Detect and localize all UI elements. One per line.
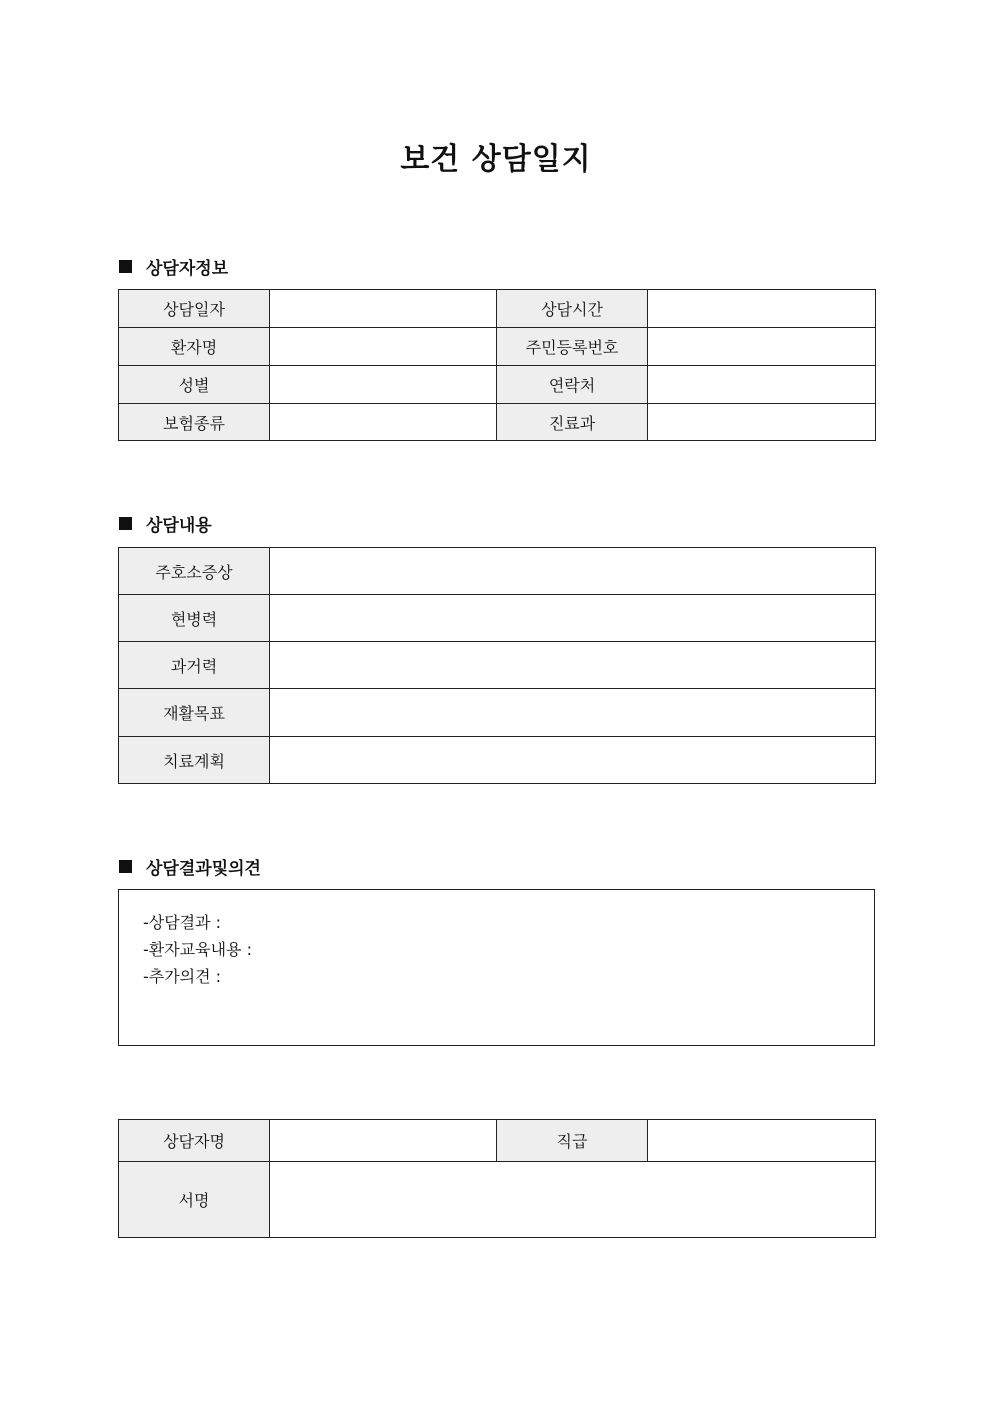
table-row (119, 290, 876, 328)
label-treatment-plan: 치료계획 (119, 737, 270, 784)
section-heading-content (119, 511, 212, 536)
counselee-info-table (118, 289, 876, 441)
treatment-plan-field[interactable] (270, 737, 876, 784)
label-rehab-goal: 재활목표 (119, 689, 270, 737)
label-gender: 성별 (119, 366, 270, 404)
label-counselor-name: 상담자명 (119, 1120, 270, 1162)
label-contact: 연락처 (497, 366, 648, 404)
label-signature: 서명 (119, 1162, 270, 1238)
signature-field[interactable] (270, 1162, 876, 1238)
label-consult-date: 상담일자 (119, 290, 270, 328)
consult-result-line: -상담결과 : (143, 913, 222, 932)
section-heading-label: 상담자정보 (146, 259, 229, 279)
consult-content-table (118, 547, 876, 784)
table-row (119, 1162, 876, 1238)
label-consult-time: 상담시간 (497, 290, 648, 328)
chief-complaint-field[interactable] (270, 548, 876, 595)
square-bullet-icon (119, 860, 132, 873)
counselor-name-field[interactable] (270, 1120, 497, 1162)
resident-number-field[interactable] (648, 328, 876, 366)
gender-field[interactable] (270, 366, 497, 404)
document-title: 보건 상담일지 (400, 142, 592, 177)
patient-education-line: -환자교육내용 : (143, 940, 252, 959)
past-history-field[interactable] (270, 642, 876, 689)
insurance-type-field[interactable] (270, 404, 497, 441)
table-row (119, 689, 876, 737)
label-patient-name: 환자명 (119, 328, 270, 366)
label-present-illness: 현병력 (119, 595, 270, 642)
patient-name-field[interactable] (270, 328, 497, 366)
label-department: 진료과 (497, 404, 648, 441)
label-resident-number: 주민등록번호 (497, 328, 648, 366)
consult-date-field[interactable] (270, 290, 497, 328)
table-row (119, 366, 876, 404)
section-heading-label: 상담내용 (146, 516, 212, 536)
label-past-history: 과거력 (119, 642, 270, 689)
present-illness-field[interactable] (270, 595, 876, 642)
section-heading-label: 상담결과및의견 (146, 859, 261, 879)
table-row (119, 737, 876, 784)
square-bullet-icon (119, 260, 132, 273)
table-row (119, 404, 876, 441)
table-row (119, 1120, 876, 1162)
rehab-goal-field[interactable] (270, 689, 876, 737)
consult-result-textarea[interactable] (118, 889, 875, 1046)
position-field[interactable] (648, 1120, 876, 1162)
section-heading-info (119, 254, 228, 279)
section-heading-result (119, 854, 261, 879)
signature-table (118, 1119, 876, 1238)
table-row (119, 328, 876, 366)
table-row (119, 595, 876, 642)
label-position: 직급 (497, 1120, 648, 1162)
label-insurance-type: 보험종류 (119, 404, 270, 441)
table-row (119, 642, 876, 689)
additional-opinion-line: -추가의견 : (143, 967, 222, 986)
label-chief-complaint: 주호소증상 (119, 548, 270, 595)
square-bullet-icon (119, 517, 132, 530)
contact-field[interactable] (648, 366, 876, 404)
consult-time-field[interactable] (648, 290, 876, 328)
table-row (119, 548, 876, 595)
department-field[interactable] (648, 404, 876, 441)
